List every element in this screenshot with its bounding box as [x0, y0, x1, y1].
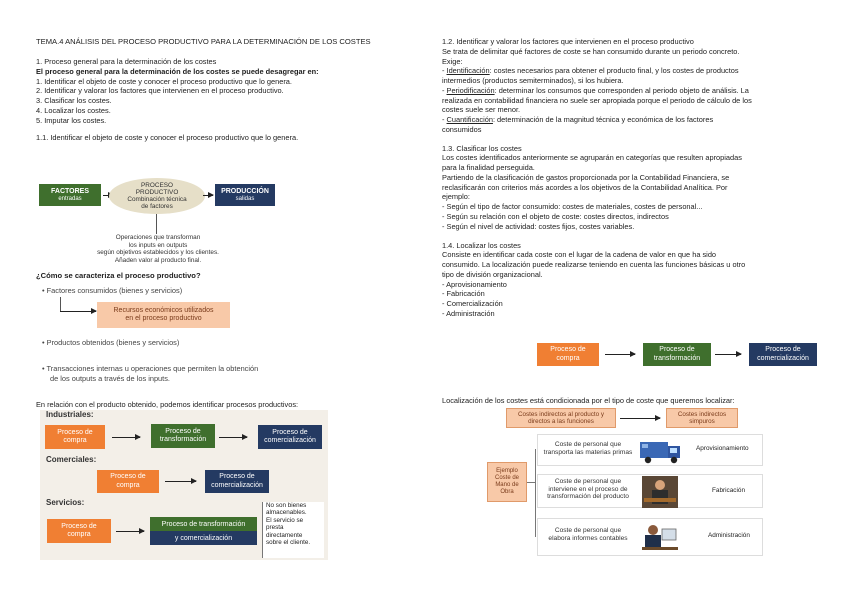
classification-item: - Según el tipo de factor consumido: costes de materiales, costes de personal...	[442, 202, 703, 212]
row-1-text: Coste de personal que transporta las materias primas	[543, 441, 633, 456]
periodificacion-item: - Periodificación: determinar los consumos que corresponden al periodo objeto de análisis. La	[442, 85, 749, 95]
rc-arrow-2	[715, 354, 741, 355]
periodificacion-cont-2: costes suele ser menor.	[442, 105, 521, 115]
section-1-4-heading: 1.4. Localizar los costes	[442, 240, 521, 250]
row-3-text: Coste de personal que elabora informes contables	[548, 527, 628, 542]
section-1-4-p1: Consiste en identificar cada coste con el lugar de la cadena de valor en que ha sido	[442, 250, 717, 260]
ejemplo-connector	[527, 482, 535, 483]
loc-row-3	[537, 518, 763, 556]
bullet-transacciones: • Transacciones internas u operaciones que permiten la obtención de los outputs a través de los inputs.	[42, 364, 259, 383]
office-worker-icon	[640, 521, 680, 555]
section-1-4-p1b: consumido. La localización puede realizarse teniendo en cuenta las funciones básicas u otro	[442, 260, 746, 270]
function-item: - Fabricación	[442, 289, 485, 299]
section-1-3-p1b: para la finalidad perseguida.	[442, 163, 535, 173]
bullet-productos: • Productos obtenidos (bienes y servicios)	[42, 338, 180, 347]
loc-row-1	[537, 434, 763, 466]
relation-heading: En relación con el producto obtenido, podemos identificar procesos productivos:	[36, 400, 299, 409]
serv-transf-box: Proceso de transformación y comercialización	[150, 517, 257, 545]
right-column	[442, 37, 822, 319]
rc-arrow-1	[605, 354, 635, 355]
com-compra-box: Proceso de compra	[97, 470, 159, 493]
step-5: 5. Imputar los costes.	[36, 115, 107, 125]
ind-arrow-1	[112, 437, 140, 438]
characterize-heading: ¿Cómo se caracteriza el proceso productivo?	[36, 271, 201, 280]
serv-arrow	[116, 531, 144, 532]
bracket-line	[60, 297, 61, 311]
com-comerc-box: Proceso de comercialización	[205, 470, 269, 493]
identificacion-cont: intermedios (productos semiterminados), si los hubiera.	[442, 76, 624, 86]
diagram-connector	[156, 214, 157, 234]
ind-compra-box: Proceso de compra	[45, 425, 105, 449]
loc-row-2	[537, 474, 763, 508]
serv-compra-box: Proceso de compra	[47, 519, 111, 543]
classification-item: - Según el nivel de actividad: costes fijos, costes variables.	[442, 221, 635, 231]
section-1-bold: El proceso general para la determinación de los costes se puede desagregar en:	[36, 66, 319, 76]
fabricacion-label: Fabricación	[712, 487, 746, 494]
section-1-3-p2b: reclasificarán con criterios más acordes a los objetivos de la Contabilidad Analítica. Por	[442, 182, 728, 192]
ind-transf-box: Proceso de transformación	[151, 424, 215, 448]
ind-sim-box: Costes indirectos simpuros	[666, 408, 738, 428]
ind-func-box: Costes indirectos al producto y directos a las funciones	[506, 408, 616, 428]
factores-box: FACTORES entradas	[39, 184, 101, 206]
diagram-note: Operaciones que transforman los inputs en outputs según objetivos establecidos y los clientes. Añaden valor al producto final.	[97, 234, 219, 265]
row-2-text: Coste de personal que interviene en el proceso de transformación del producto	[547, 478, 629, 501]
rows-connector	[535, 449, 536, 537]
doc-title: TEMA.4 ANÁLISIS DEL PROCESO PRODUCTIVO PARA LA DETERMINACIÓN DE LOS COSTES	[36, 37, 371, 46]
section-1-3-p2: Partiendo de la clasificación de gastos proporcionada por la Contabilidad Financiera, se	[442, 172, 730, 182]
worker-icon	[642, 476, 678, 508]
step-4: 4. Localizar los costes.	[36, 105, 111, 115]
rc-comerc-box: Proceso de comercialización	[749, 343, 817, 366]
identificacion-item: - Identificación: costes necesarios para obtener el producto final, y los costes de productos	[442, 66, 739, 76]
cuantificacion-item: - Cuantificación: determinación de la magnitud técnica y económica de los factores	[442, 115, 714, 125]
recursos-box: Recursos económicos utilizados en el proceso productivo	[97, 302, 230, 328]
step-3: 3. Clasificar los costes.	[36, 96, 112, 106]
section-1-3-p2c: ejemplo:	[442, 192, 470, 202]
cuantificacion-cont: consumidos	[442, 124, 482, 134]
ejemplo-box: Ejemplo Coste de Mano de Obra	[487, 462, 527, 502]
section-1-1-heading: 1.1. Identificar el objeto de coste y conocer el proceso productivo que lo genera.	[36, 133, 299, 143]
section-1-2-heading: 1.2. Identificar y valorar los factores que intervienen en el proceso productivo	[442, 37, 694, 46]
localization-heading: Localización de los costes está condicionada por el tipo de coste que queremos localizar:	[442, 396, 735, 405]
arrow-proceso-produccion	[203, 195, 213, 196]
produccion-box: PRODUCCIÓN salidas	[215, 184, 275, 206]
administracion-label: Administración	[708, 532, 750, 539]
function-item: - Aprovisionamiento	[442, 279, 507, 289]
comerciales-label: Comerciales:	[46, 455, 97, 464]
classification-item: - Según su relación con el objeto de coste: costes directos, indirectos	[442, 212, 669, 222]
proceso-ellipse: PROCESO PRODUCTIVO Combinación técnica de factores	[109, 178, 205, 214]
section-1-2-para: Se trata de delimitar qué factores de coste se han consumido durante un periodo concreto.	[442, 46, 740, 56]
serv-note: No son bienes almacenables. El servicio se presta directamente sobre el cliente.	[262, 502, 324, 558]
arrow-recursos	[60, 311, 96, 312]
left-column	[36, 37, 421, 143]
rc-compra-box: Proceso de compra	[537, 343, 599, 366]
function-item: - Administración	[442, 308, 495, 318]
com-arrow	[165, 481, 196, 482]
servicios-label: Servicios:	[46, 498, 85, 507]
bullet-factores: • Factores consumidos (bienes y servicios)	[42, 286, 183, 295]
section-1-heading: 1. Proceso general para la determinación de los costes	[36, 57, 217, 67]
aprovisionamiento-label: Aprovisionamiento	[696, 445, 749, 452]
step-2: 2. Identificar y valorar los factores que intervienen en el proceso productivo.	[36, 86, 284, 96]
loc-arrow	[620, 418, 660, 419]
ind-arrow-2	[219, 437, 247, 438]
section-1-3-heading: 1.3. Clasificar los costes	[442, 143, 522, 153]
truck-icon	[638, 436, 686, 466]
rc-transf-box: Proceso de transformación	[643, 343, 711, 366]
section-1-4-p1c: tipo de división organizacional.	[442, 269, 543, 279]
section-1-2-exige: Exige:	[442, 56, 463, 66]
periodificacion-cont: realizada en contabilidad financiera no suele ser apropiada porque el periodo de cálculo de los	[442, 95, 752, 105]
step-1: 1. Identificar el objeto de coste y conocer el proceso productivo que lo genera.	[36, 76, 292, 86]
function-item: - Comercialización	[442, 299, 503, 309]
ind-comerc-box: Proceso de comercialización	[258, 425, 322, 449]
section-1-3-p1: Los costes identificados anteriormente se agruparán en categorías que resulten apropiadas	[442, 153, 742, 163]
industriales-label: Industriales:	[46, 410, 94, 419]
